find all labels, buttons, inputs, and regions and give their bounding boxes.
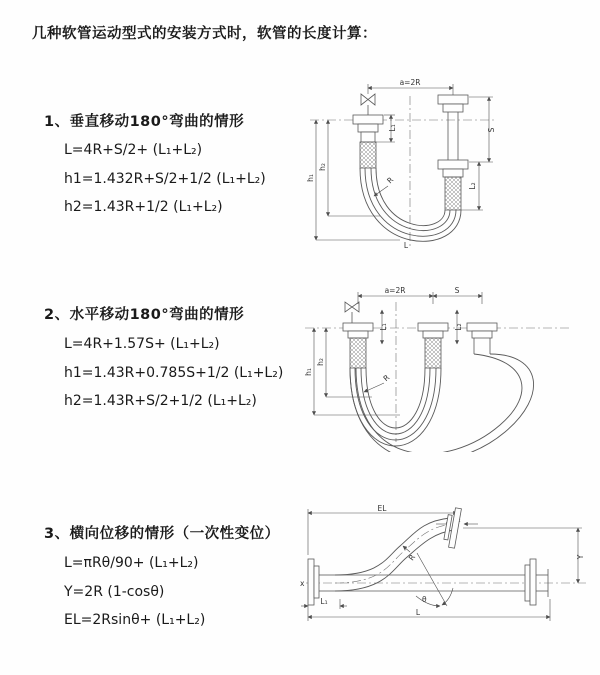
right-fitting bbox=[467, 323, 497, 354]
page-title: 几种软管运动型式的安装方式时，软管的长度计算： bbox=[32, 26, 377, 42]
dimension-s bbox=[469, 97, 496, 162]
dim-label-y: Y bbox=[576, 554, 585, 560]
dimension-l bbox=[308, 599, 550, 621]
dim-label-l1: L₁ bbox=[379, 323, 388, 331]
dim-label-h2: h₂ bbox=[316, 358, 325, 366]
dim-label-r: R bbox=[381, 372, 392, 384]
right-fitting bbox=[525, 559, 548, 605]
radius-leader bbox=[364, 373, 391, 392]
dim-label-h1: h₁ bbox=[306, 174, 315, 182]
dim-label-l1: L₁ bbox=[320, 597, 328, 606]
dim-label-a2r: a=2R bbox=[384, 286, 406, 295]
angle-theta bbox=[416, 553, 453, 606]
dim-label-theta: θ bbox=[422, 595, 427, 604]
formula-line: h1=1.43R+0.785S+1/2 (L₁+L₂) bbox=[64, 364, 284, 381]
formula-line: Y=2R (1-cosθ) bbox=[64, 583, 165, 600]
formula-line: h2=1.43R+1/2 (L₁+L₂) bbox=[64, 199, 223, 215]
dim-label-l2: L₂ bbox=[454, 323, 463, 331]
hose-u-position-1 bbox=[350, 368, 441, 446]
valve-icon bbox=[345, 302, 359, 323]
section-3-formulas bbox=[64, 549, 205, 635]
dimension-el bbox=[308, 504, 457, 555]
formula-line: L=πRθ/90+ (L₁+L₂) bbox=[64, 555, 199, 571]
dim-label-r: R bbox=[385, 175, 396, 186]
left-fitting bbox=[353, 115, 383, 168]
section-3-heading: 3、横向位移的情形（一次性变位） bbox=[44, 526, 280, 542]
section-2-formulas bbox=[64, 330, 283, 416]
formula-line: h1=1.432R+S/2+1/2 (L₁+L₂) bbox=[64, 170, 266, 187]
dim-label-l: L bbox=[403, 241, 409, 250]
dim-label-l2: L₂ bbox=[468, 182, 477, 190]
section-1-heading: 1、垂直移动180°弯曲的情形 bbox=[44, 114, 245, 130]
dim-label-l: L bbox=[415, 608, 421, 617]
formula-line: L=4R+S/2+ (L₁+L₂) bbox=[64, 142, 203, 158]
braided-hose-section bbox=[445, 177, 461, 210]
formula-line: L=4R+1.57S+ (L₁+L₂) bbox=[64, 336, 220, 352]
dim-label-el: EL bbox=[377, 504, 387, 513]
braided-hose-section bbox=[350, 338, 366, 368]
hose-u-position-2 bbox=[350, 354, 534, 452]
right-fitting bbox=[438, 95, 468, 210]
formula-line: EL=2Rsinθ+ (L₁+L₂) bbox=[64, 612, 206, 628]
valve-icon bbox=[361, 94, 375, 115]
dim-label-s: S bbox=[487, 127, 496, 133]
braided-hose-section bbox=[360, 142, 376, 168]
braided-hose-section bbox=[425, 338, 441, 368]
section-2-heading: 2、水平移动180°弯曲的情形 bbox=[44, 307, 245, 323]
dimension-l2 bbox=[454, 310, 463, 344]
centerline-mark: x bbox=[300, 579, 305, 588]
section-1-formulas bbox=[64, 136, 266, 222]
left-fitting bbox=[343, 323, 373, 368]
dim-label-h2: h₂ bbox=[318, 163, 327, 171]
diagram-lateral-displacement bbox=[300, 503, 590, 643]
radius-leader bbox=[374, 175, 395, 196]
dim-label-h1: h₁ bbox=[304, 368, 313, 376]
dim-label-a2r: a=2R bbox=[399, 78, 421, 87]
radius-leader bbox=[403, 546, 417, 562]
dimension-a2r bbox=[368, 78, 453, 95]
dim-label-l1: L₁ bbox=[388, 124, 397, 132]
diagram-vertical-180-bend bbox=[300, 70, 500, 255]
dimension-l1 bbox=[379, 310, 388, 344]
diagram-horizontal-180-bend bbox=[300, 282, 590, 452]
dim-label-r: R bbox=[406, 552, 418, 563]
dimension-a2r bbox=[358, 286, 433, 304]
dimension-s bbox=[433, 286, 482, 304]
hose-displaced-position bbox=[335, 518, 454, 591]
formula-line: h2=1.43R+S/2+1/2 (L₁+L₂) bbox=[64, 393, 257, 409]
middle-fitting bbox=[418, 323, 448, 368]
dim-label-s: S bbox=[454, 286, 460, 295]
